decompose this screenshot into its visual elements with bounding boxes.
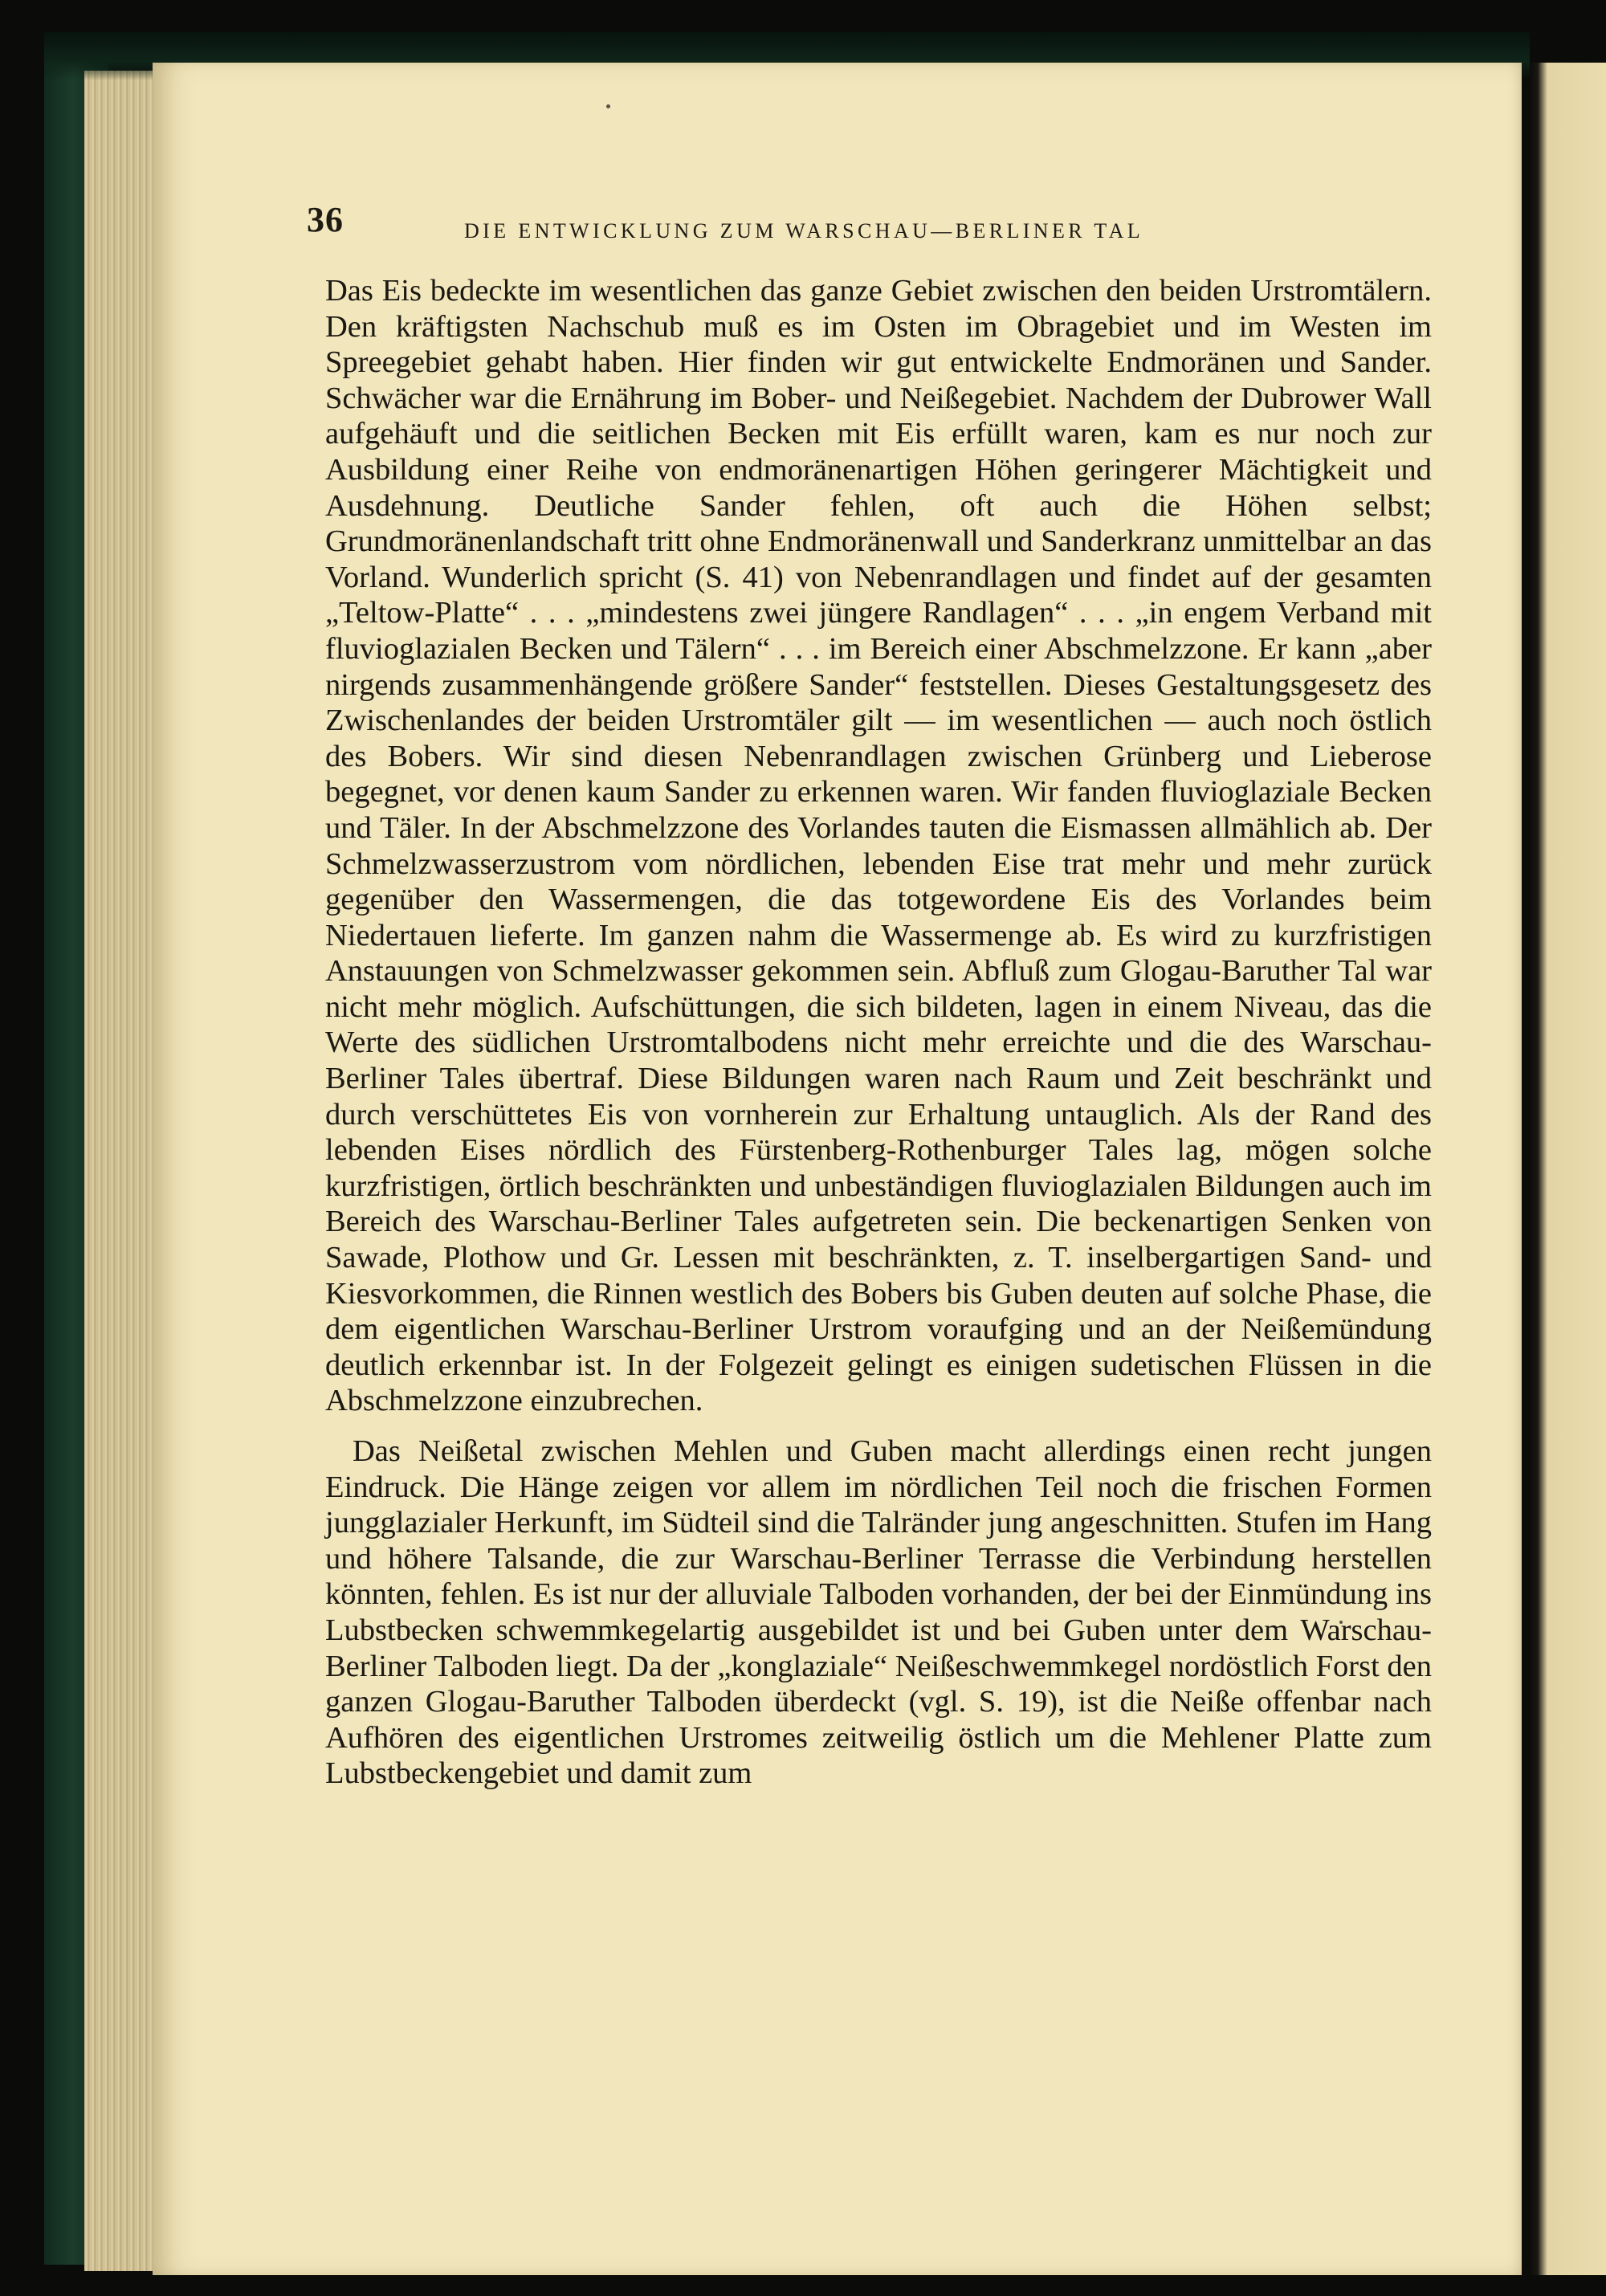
running-head: DIE ENTWICKLUNG ZUM WARSCHAU—BERLINER TAL [464,219,1144,243]
page-number: 36 [307,200,344,239]
page-edges [84,71,161,2271]
paper-speck [606,104,610,108]
facing-page-edge [1530,63,1606,2275]
body-text [325,273,1432,1792]
paragraph: Das Eis bedeckte im wesentlichen das ganze Gebiet zwischen den beiden Urstromtälern. Den kräftigsten Nachschub muß es im Osten im Obragebiet und im Westen im Spreegebiet gehabt haben. Hier finden wir gut entwickelte Endmoränen und Sander. Schwächer war die Ernährung im Bober- und Neißegebiet. Nachdem der Dubrower Wall aufgehäuft und die seitlichen Becken mit Eis erfüllt waren, kam es nur noch zur Ausbildung einer Reihe von endmoränenartigen Höhen geringerer Mächtigkeit und Ausdehnung. Deutliche Sander fehlen, oft auch die Höhen selbst; Grundmoränenlandschaft tritt ohne Endmoränenwall und Sanderkranz unmittelbar an das Vorland. Wunderlich spricht (S. 41) von Nebenrandlagen und findet auf der gesamten „Teltow-Platte“ . . . „mindestens zwei jüngere Randlagen“ . . . „in engem Verband mit fluvioglazialen Becken und Tälern“ . . . im Bereich einer Abschmelzzone. Er kann „aber nirgends zusammenhängende größere Sander“ feststellen. Dieses Gestaltungsgesetz des Zwischenlandes der beiden Urstromtäler gilt — im wesentlichen — auch noch östlich des Bobers. Wir sind diesen Nebenrandlagen zwischen Grünberg und Lieberose begegnet, vor denen kaum Sander zu erkennen waren. Wir fanden fluvioglaziale Becken und Täler. In der Abschmelzzone des Vorlandes tauten die Eismassen allmählich ab. Der Schmelzwasserzustrom vom nördlichen, lebenden Eise trat mehr und mehr zurück gegenüber den Wassermengen, die das totgewordene Eis des Vorlandes beim Niedertauen lieferte. Im ganzen nahm die Wassermenge ab. Es wird zu kurzfristigen Anstauungen von Schmelzwasser gekommen sein. Abfluß zum Glogau-Baruther Tal war nicht mehr möglich. Aufschüttungen, die sich bildeten, lagen in einem Niveau, das die Werte des südlichen Urstromtalbodens nicht mehr erreichte und die des Warschau-Berliner Tales übertraf. Diese Bildungen waren nach Raum und Zeit beschränkt und durch verschüttetes Eis von vornherein zur Erhaltung untauglich. Als der Rand des lebenden Eises nördlich des Fürstenberg-Rothenburger Tales lag, mögen solche kurzfristigen, örtlich beschränkten und unbeständigen fluvioglazialen Bildungen auch im Bereich des Warschau-Berliner Tales aufgetreten sein. Die beckenartigen Senken von Sawade, Plothow und Gr. Lessen mit beschränkten, z. T. inselbergartigen Sand- und Kiesvorkommen, die Rinnen westlich des Bobers bis Guben deuten auf solche Phase, die dem eigentlichen Warschau-Berliner Urstrom voraufging und an der Neißemündung deutlich erkennbar ist. In der Folgezeit gelingt es einigen sudetischen Flüssen in die Abschmelzzone einzubrechen. [325,274,1432,1418]
paragraph: Das Neißetal zwischen Mehlen und Guben macht allerdings einen recht jungen Eindruck. Die Hänge zeigen vor allem im nördlichen Teil noch die frischen Formen jungglazialer Herkunft, im Südteil sind die Talränder jung angeschnitten. Stufen im Hang und höhere Talsande, die zur Warschau-Berliner Terrasse die Verbindung herstellen könnten, fehlen. Es ist nur der alluviale Talboden vorhanden, der bei der Einmündung ins Lubstbecken schwemmkegelartig ausgebildet ist und bei Guben unter dem Warschau-Berliner Talboden liegt. Da der „konglaziale“ Neißeschwemmkegel nordöstlich Forst den ganzen Glogau-Baruther Talboden überdeckt (vgl. S. 19), ist die Neiße offenbar nach Aufhören des eigentlichen Urstromes zeitweilig östlich um die Mehlener Platte zum Lubstbeckengebiet und damit zum [325,1434,1432,1791]
